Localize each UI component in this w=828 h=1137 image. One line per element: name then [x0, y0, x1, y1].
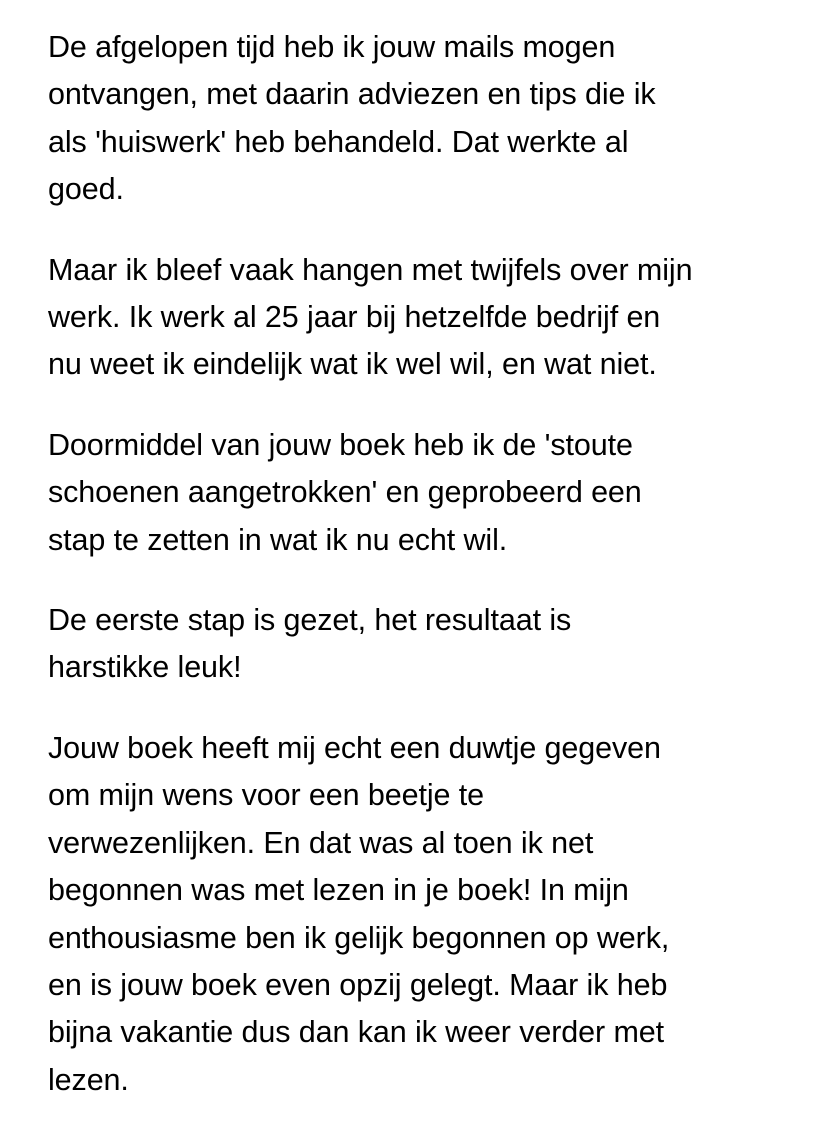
text-line: nu weet ik eindelijk wat ik wel wil, en wat niet.: [48, 347, 657, 382]
text-line: Jouw boek heeft mij echt een duwtje gegeven: [48, 730, 661, 765]
text-line: harstikke leuk!: [48, 650, 242, 685]
text-line: om mijn wens voor een beetje te: [48, 778, 484, 813]
paragraph-2: [48, 247, 808, 389]
text-line: schoenen aangetrokken' en geprobeerd een: [48, 475, 642, 510]
text-line: De eerste stap is gezet, het resultaat is: [48, 603, 572, 638]
message-body: [48, 24, 808, 1137]
text-line: stap te zetten in wat ik nu echt wil.: [48, 522, 508, 557]
text-line: ontvangen, met daarin adviezen en tips die ik: [48, 77, 656, 112]
paragraph-1: [48, 24, 808, 214]
paragraph-3: [48, 422, 808, 564]
text-line: enthousiasme ben ik gelijk begonnen op werk,: [48, 920, 670, 955]
text-line: als 'huiswerk' heb behandeld. Dat werkte al: [48, 124, 629, 159]
text-line: Maar ik bleef vaak hangen met twijfels over mijn: [48, 252, 693, 287]
paragraph-4: [48, 597, 808, 692]
text-line: De afgelopen tijd heb ik jouw mails mogen: [48, 30, 616, 64]
text-line: lezen.: [48, 1062, 129, 1097]
text-line: werk. Ik werk al 25 jaar bij hetzelfde bedrijf en: [48, 300, 661, 335]
text-line: verwezenlijken. En dat was al toen ik net: [48, 825, 594, 860]
text-line: goed.: [48, 172, 124, 207]
text-line: bijna vakantie dus dan kan ik weer verder met: [48, 1015, 664, 1050]
text-line: begonnen was met lezen in je boek! In mijn: [48, 873, 629, 908]
text-line: Doormiddel van jouw boek heb ik de 'stoute: [48, 427, 633, 462]
paragraph-5: [48, 725, 808, 1104]
text-line: en is jouw boek even opzij gelegt. Maar ik heb: [48, 967, 668, 1002]
